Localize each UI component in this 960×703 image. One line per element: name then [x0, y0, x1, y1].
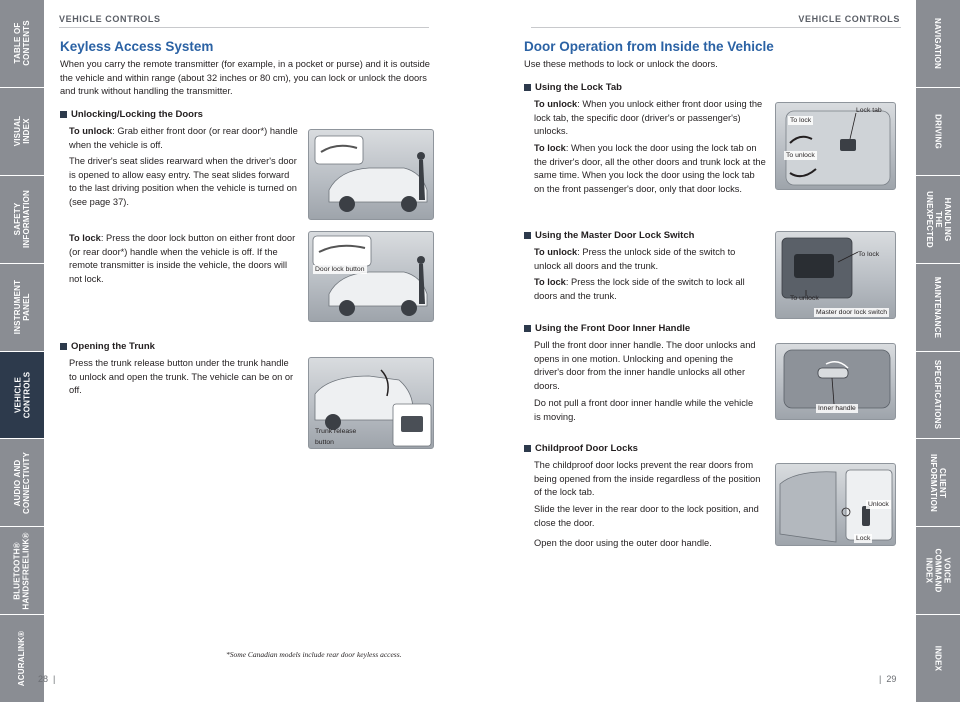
tab-safety-information[interactable]: SAFETY INFORMATION	[0, 176, 44, 264]
tab-vehicle-controls[interactable]: VEHICLE CONTROLS	[0, 352, 44, 440]
lock-tab-lock-text: To lock: When you lock the door using the lock tab on the driver's door, all the other doors and trunk lock at the same time. When you lock the door using the lock tab on the front passenger's door, only that door locks.	[534, 143, 766, 194]
childproof-text-3: Open the door using the outer door handle.	[534, 538, 712, 548]
trunk-text: Press the trunk release button under the trunk handle to unlock and open the trunk. The vehicle can be on or off.	[69, 358, 294, 396]
tab-handling-the-unexpected[interactable]: HANDLING THE UNEXPECTED	[916, 176, 960, 264]
tab-driving[interactable]: DRIVING	[916, 88, 960, 176]
lock-tab-unlock-text: To unlock: When you unlock either front door using the lock tab, the specific door (driver's or passenger's) unlocks.	[534, 99, 763, 137]
seat-slide-text: The driver's seat slides rearward when the driver's door is opened to allow easy entry. The seat slides forward to the last driving position when the vehicle is turned on (see page 37).	[69, 156, 297, 207]
inner-handle-warning: Do not pull a front door inner handle while the vehicle is moving.	[534, 398, 754, 422]
childproof-unlock-callout: Unlock	[868, 501, 889, 508]
door-lock-button-callout: Door lock button	[315, 266, 365, 273]
lock-tab-callout: Lock tab	[856, 107, 882, 114]
figure-door-lock-button	[308, 231, 434, 322]
right-section-tabs	[916, 0, 960, 703]
inner-handle-text: Pull the front door inner handle. The door unlocks and opens in one motion. Unlocking and opening the driver's door from the inner handle unlocks all other doors.	[534, 340, 756, 391]
right-page-number: | 29	[879, 674, 897, 684]
master-unlock-text: To unlock: Press the unlock side of the switch to unlock all doors and the trunk.	[534, 247, 736, 271]
childproof-lock-callout: Lock	[856, 535, 871, 542]
tab-voice-command-index[interactable]: VOICE COMMAND INDEX	[916, 527, 960, 615]
master-lock-text: To lock: Press the lock side of the switch to lock all doors and the trunk.	[534, 277, 745, 301]
car-handle-illustration	[309, 130, 434, 220]
tab-visual-index[interactable]: VISUAL INDEX	[0, 88, 44, 176]
bullet-square	[524, 325, 531, 332]
lock-tab-to-unlock-callout: To unlock	[786, 152, 815, 159]
tab-specifications[interactable]: SPECIFICATIONS	[916, 352, 960, 440]
figure-master-door-lock-switch	[775, 231, 896, 319]
master-switch-illustration	[776, 232, 896, 319]
heading-unlocking-locking: Unlocking/Locking the Doors	[60, 109, 203, 120]
figure-grab-door-handle	[308, 129, 434, 220]
tab-maintenance[interactable]: MAINTENANCE	[916, 264, 960, 352]
tab-instrument-panel[interactable]: INSTRUMENT PANEL	[0, 264, 44, 352]
door-operation-intro: Use these methods to lock or unlock the doors.	[524, 59, 718, 69]
left-page-number: 28 |	[38, 674, 56, 684]
lock-tab-to-lock-callout: To lock	[790, 117, 812, 124]
heading-front-door-inner-handle: Using the Front Door Inner Handle	[524, 323, 690, 334]
footnote-canadian-models: *Some Canadian models include rear door keyless access.	[226, 650, 402, 659]
figure-inner-handle	[775, 343, 896, 420]
left-section-tabs	[0, 0, 44, 703]
left-page-header: VEHICLE CONTROLS	[59, 14, 161, 24]
car-lock-button-illustration	[309, 232, 434, 322]
childproof-text-2: Slide the lever in the rear door to the lock position, and close the door.	[534, 504, 759, 528]
master-to-unlock-callout: To unlock	[790, 295, 819, 302]
figure-trunk-release	[308, 357, 434, 449]
bullet-square	[60, 343, 67, 350]
left-header-rule	[59, 27, 429, 28]
childproof-text-1: The childproof door locks prevent the rear doors from being opened from the inside regardless of the position of the lock tab.	[534, 460, 761, 498]
figure-lock-tab	[775, 102, 896, 190]
bullet-square	[524, 232, 531, 239]
bullet-square	[524, 84, 531, 91]
heading-opening-trunk: Opening the Trunk	[60, 341, 155, 352]
right-header-rule	[531, 27, 901, 28]
left-page-title: Keyless Access System	[60, 39, 214, 54]
tab-bluetooth-handsfreelink[interactable]: BLUETOOTH® HANDSFREELINK®	[0, 527, 44, 615]
bullet-square	[524, 445, 531, 452]
heading-master-door-lock-switch: Using the Master Door Lock Switch	[524, 230, 694, 241]
unlock-doors-text: To unlock: Grab either front door (or rear door*) handle when the vehicle is off.	[69, 126, 298, 150]
keyless-intro: When you carry the remote transmitter (for example, in a pocket or purse) and it is outside the vehicle and within range (about 32 inches or 80 cm), you can lock or unlock the doors and trunk without handling the transmitter.	[60, 59, 430, 97]
right-page-header: VEHICLE CONTROLS	[798, 14, 900, 24]
right-page-title: Door Operation from Inside the Vehicle	[524, 39, 774, 54]
heading-childproof-door-locks: Childproof Door Locks	[524, 443, 638, 454]
trunk-release-callout: Trunk release button	[315, 428, 357, 446]
master-switch-callout: Master door lock switch	[816, 309, 888, 316]
tab-navigation[interactable]: NAVIGATION	[916, 0, 960, 88]
inner-handle-callout: Inner handle	[818, 405, 856, 412]
tab-index[interactable]: INDEX	[916, 615, 960, 703]
tab-acuralink[interactable]: ACURALINK®	[0, 615, 44, 703]
bullet-square	[60, 111, 67, 118]
tab-client-information[interactable]: CLIENT INFORMATION	[916, 439, 960, 527]
heading-using-lock-tab: Using the Lock Tab	[524, 82, 622, 93]
tab-table-of-contents[interactable]: TABLE OF CONTENTS	[0, 0, 44, 88]
tab-audio-connectivity[interactable]: AUDIO AND CONNECTIVITY	[0, 439, 44, 527]
figure-childproof-lock	[775, 463, 896, 546]
lock-doors-text: To lock: Press the door lock button on either front door (or rear door*) handle when the vehicle is off. If the remote transmitter is inside the vehicle, the doors will not lock.	[69, 233, 296, 284]
master-to-lock-callout: To lock	[858, 251, 880, 258]
